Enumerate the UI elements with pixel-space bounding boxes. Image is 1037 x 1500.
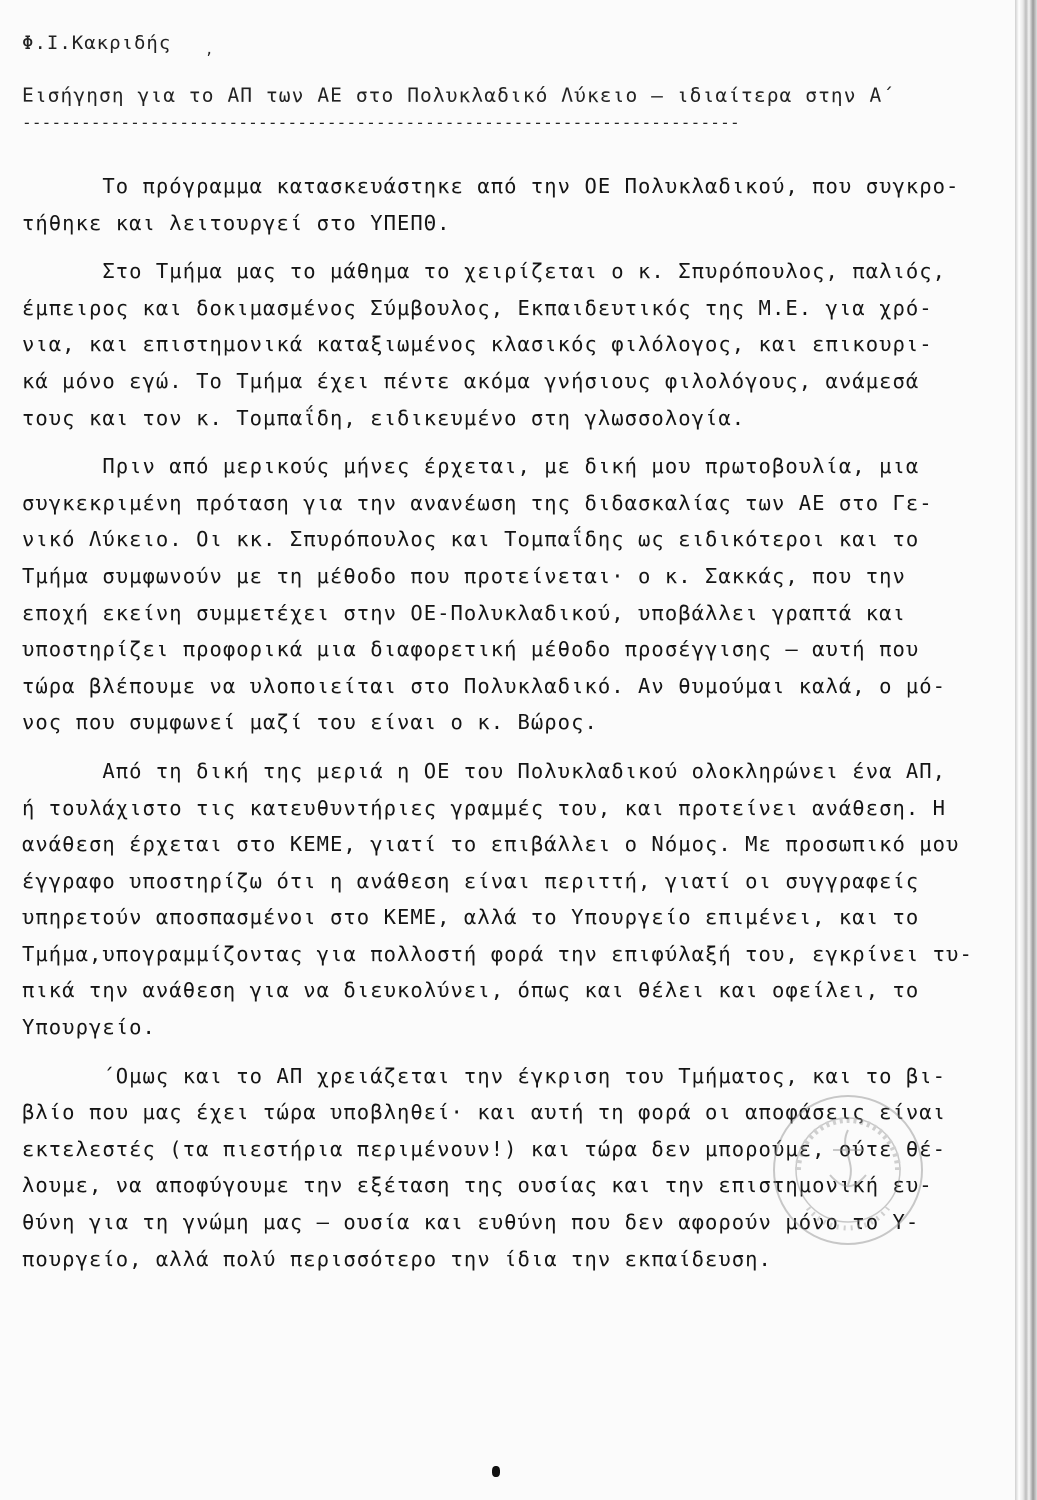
author-name: Φ.Ι.Κακριδής [22,32,172,54]
paragraph-2: Στο Τμήμα μας το μάθημα το χειρίζεται ο κ. Σπυρόπουλος, παλιός, έμπειρος και δοκιμασμένος Σύμβουλος, Εκπαιδευτικός της Μ.Ε. για χρό- νια, και επιστημονικά καταξιωμένος κλασικός φιλόλογος, και επικουρι- κά μόνο εγώ. Το Τμήμα έχει πέντε ακόμα γνήσιους φιλολόγους, ανάμεσά τους και τον κ. Τομπαΐδη, ειδικευμένο στη γλωσσολογία. [22,259,947,430]
seal-stamp [768,1090,928,1250]
paragraph-3: Πριν από μερικούς μήνες έρχεται, με δική μου πρωτοβουλία, μια συγκεκριμένη πρόταση για την ανανέωση της διδασκαλίας των ΑΕ στο Γε- νικό Λύκειο. Οι κκ. Σπυρόπουλος και Τομπαΐδης ως ειδικότεροι και το Τμήμα συμφωνούν με τη μέθοδο που προτείνεται· ο κ. Σακκάς, που την εποχή εκείνη συμμετέχει στην ΟΕ-Πολυκλαδικού, υποβάλλει γραπτά και υποστηρίζει προφορικά μια διαφορετική μέθοδο προσέγγισης — αυτή που τώρα βλέπουμε να υλοποιείται στο Πολυκλαδικό. Αν θυμούμαι καλά, ο μό- νος που συμφωνεί μαζί του είναι ο κ. Βώρος. [22,454,947,735]
ink-dot [492,1466,500,1477]
author-mark: , [205,42,214,58]
paragraph-5: ΄Ομως και το ΑΠ χρειάζεται την έγκριση του Τμήματος, και το βι- βλίο που μας έχει τώρα υποβληθεί· και αυτή τη φορά οι αποφάσεις είναι εκτελεστές (τα πιεστήρια περιμένουν!) και τώρα δεν μπορούμε, ούτε θέ- λουμε, να αποφύγουμε την εξέταση της ουσίας και την επιστημονική ευ- θύνη για τη γνώμη μας — ουσία και ευθύνη που δεν αφορούν μόνο το Υ- πουργείο, αλλά πολύ περισσότερο την ίδια την εκπαίδευση. [22,1063,947,1271]
paragraph-1: Το πρόγραμμα κατασκευάστηκε από την ΟΕ Πολυκλαδικού, που συγκρο- τήθηκε και λειτουργεί στο ΥΠΕΠΘ. [22,174,960,235]
page-edge-shadow [1015,0,1037,1500]
heading-underline: ------------------------------------------------------------------------- [22,113,740,132]
document-heading: Εισήγηση για το ΑΠ των ΑΕ στο Πολυκλαδικό Λύκειο — ιδιαίτερα στην Α΄ [22,84,896,107]
paragraph-4: Από τη δική της μεριά η ΟΕ του Πολυκλαδικού ολοκληρώνει ένα ΑΠ, ή τουλάχιστο τις κατευθυντήριες γραμμές του, και προτείνει ανάθεση. Η ανάθεση έρχεται στο ΚΕΜΕ, γιατί το επιβάλλει ο Νόμος. Με προσωπικό μου έγγραφο υποστηρίζω ότι η ανάθεση είναι περιττή, γιατί οι συγγραφείς υπηρετούν αποσπασμένοι στο ΚΕΜΕ, αλλά το Υπουργείο επιμένει, και το Τμήμα,υπογραμμίζοντας για πολλοστή φορά την επιφύλαξή του, εγκρίνει τυ- πικά την ανάθεση για να διευκολύνει, όπως και θέλει και οφείλει, το Υπουργείο. [22,758,973,1040]
